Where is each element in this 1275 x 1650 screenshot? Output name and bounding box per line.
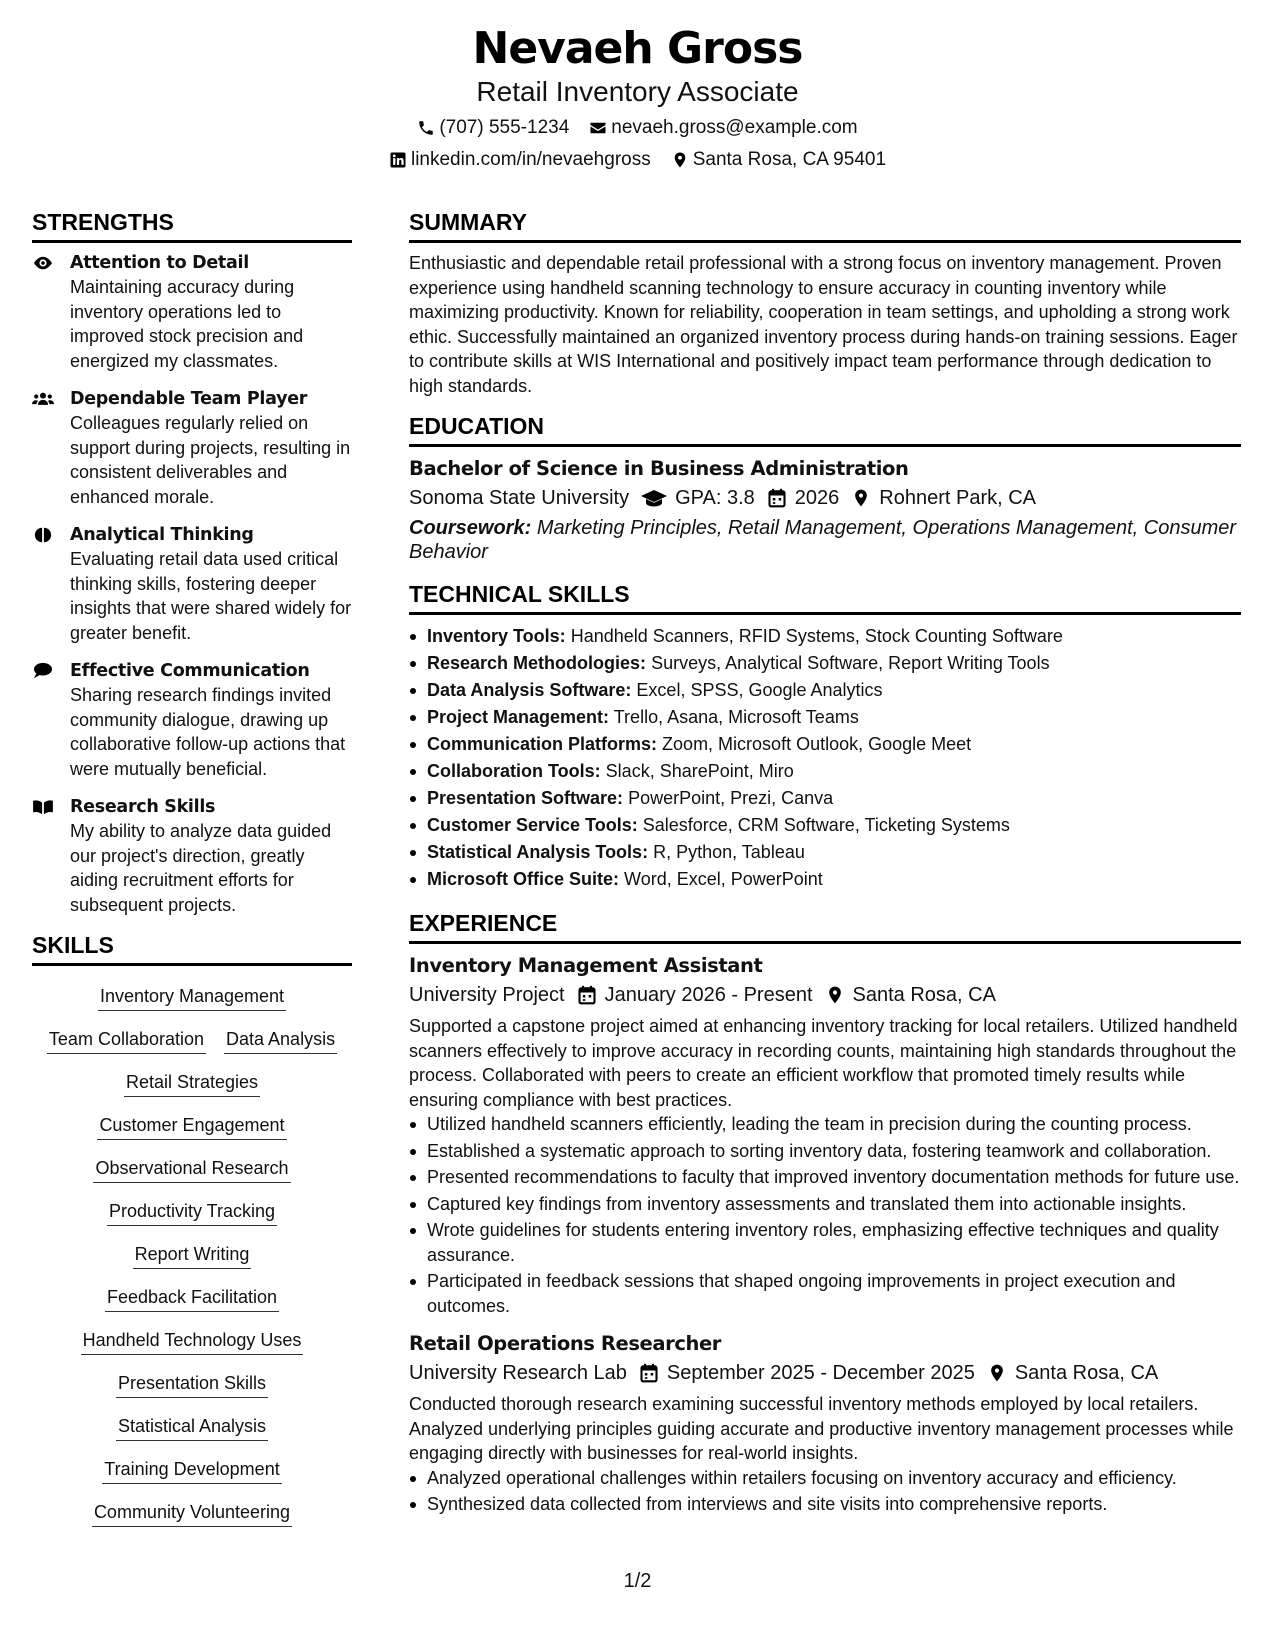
skill-tag: Retail Strategies: [124, 1068, 260, 1097]
strength-item: [32, 523, 352, 645]
tech-skill-value: Handheld Scanners, RFID Systems, Stock Counting Software: [570, 626, 1063, 646]
strength-title: Attention to Detail: [70, 253, 249, 273]
map-pin-icon: [851, 488, 871, 508]
calendar-icon: [767, 488, 787, 508]
skill-tag: Data Analysis: [224, 1025, 337, 1054]
strength-description: Maintaining accuracy during inventory operations led to improved stock precision and energized my classmates.: [70, 277, 304, 371]
linkedin-contact[interactable]: [389, 148, 651, 172]
skills-tag-list: [32, 974, 352, 1527]
list-item: [409, 623, 1241, 650]
strength-description: Sharing research findings invited community dialogue, drawing up collaborative follow-up actions that were mutually beneficial.: [70, 685, 346, 779]
skill-tag-wrapper: [32, 1412, 352, 1441]
right-column: [409, 208, 1241, 1529]
job-location-text: Santa Rosa, CA: [1014, 1362, 1159, 1384]
strength-description: My ability to analyze data guided our project's direction, greatly aiding recruitment efforts for subsequent projects.: [70, 821, 332, 915]
strength-title: Research Skills: [70, 797, 216, 817]
job-title: Retail Operations Researcher: [409, 1332, 722, 1355]
tech-skill-label: Presentation Software:: [427, 788, 624, 808]
location-text: Santa Rosa, CA 95401: [692, 149, 887, 170]
list-item: [409, 785, 1241, 812]
strength-item: [32, 659, 352, 781]
tech-skill-value: Slack, SharePoint, Miro: [605, 761, 794, 781]
tech-skill-value: PowerPoint, Prezi, Canva: [628, 788, 834, 808]
graduation-cap-icon: [641, 488, 667, 508]
gpa-item: [641, 483, 755, 513]
list-item: Established a systematic approach to sorting inventory data, fostering teamwork and collaboration.: [409, 1139, 1241, 1164]
phone-icon: [417, 119, 435, 137]
strength-title: Dependable Team Player: [70, 389, 308, 409]
coursework-list: Marketing Principles, Retail Management, Operations Management, Consumer Behavior: [409, 517, 1237, 563]
job-title: Inventory Management Assistant: [409, 954, 763, 977]
list-item: Analyzed operational challenges within retailers focusing on inventory accuracy and efficiency.: [409, 1466, 1241, 1491]
resume-header: [0, 22, 1275, 172]
skill-tag: Feedback Facilitation: [105, 1283, 279, 1312]
org-item: [409, 980, 565, 1010]
skill-tag: Productivity Tracking: [107, 1197, 277, 1226]
dates-item: [639, 1358, 975, 1388]
education-location-item: [851, 483, 1036, 513]
phone-contact[interactable]: [417, 116, 569, 140]
list-item: [409, 839, 1241, 866]
job-location-item: [825, 980, 996, 1010]
tech-skill-value: Word, Excel, PowerPoint: [624, 869, 823, 889]
job-bullets: [409, 1112, 1241, 1318]
job-description: Conducted thorough research examining successful inventory methods employed by local retailers. Analyzed underlying principles guiding accurate and productive inventory management processes while engaging directly with businesses for real-world insights.: [409, 1394, 1234, 1463]
coursework-label: Coursework:: [409, 517, 532, 539]
org-text: University Research Lab: [409, 1362, 627, 1384]
location-contact: [671, 148, 886, 172]
list-item: [409, 866, 1241, 893]
tech-skill-value: Trello, Asana, Microsoft Teams: [613, 707, 859, 727]
list-item: [409, 731, 1241, 758]
dates-item: [577, 980, 813, 1010]
job-location-item: [987, 1358, 1158, 1388]
list-item: Wrote guidelines for students entering inventory roles, emphasizing effective techniques and quality assurance.: [409, 1218, 1241, 1267]
left-column: [32, 208, 352, 1527]
skill-tag: Community Volunteering: [92, 1498, 292, 1527]
linkedin-text: linkedin.com/in/nevaehgross: [410, 149, 651, 170]
school-name: [409, 483, 629, 513]
skill-tag: Report Writing: [133, 1240, 252, 1269]
list-item: Participated in feedback sessions that shaped ongoing improvements in project execution and outcomes.: [409, 1269, 1241, 1318]
tech-skill-label: Customer Service Tools:: [427, 815, 638, 835]
coursework: [409, 516, 1241, 564]
users-icon: [32, 390, 54, 408]
org-item: [409, 1358, 627, 1388]
technical-skills-heading: TECHNICAL SKILLS: [409, 580, 1241, 615]
skill-tag-wrapper: [32, 1068, 352, 1097]
gpa-text: GPA: 3.8: [675, 487, 755, 509]
phone-text: (707) 555-1234: [439, 117, 570, 138]
skill-tag-wrapper: [32, 1197, 352, 1226]
calendar-icon: [639, 1363, 659, 1383]
tech-skill-label: Communication Platforms:: [427, 734, 658, 754]
dates-text: September 2025 - December 2025: [666, 1362, 975, 1384]
strengths-heading: STRENGTHS: [32, 208, 352, 243]
page-number: 1/2: [623, 1570, 652, 1592]
linkedin-icon: [389, 151, 407, 169]
tech-skill-label: Statistical Analysis Tools:: [427, 842, 649, 862]
tech-skill-label: Project Management:: [427, 707, 610, 727]
education-meta: [409, 483, 1241, 513]
job-description: Supported a capstone project aimed at enhancing inventory tracking for local retailers. Utilized handheld scanners effectively to improve accuracy in recording counts, maintaining high standards throughout the process. Collaborated with peers to create an efficient workflow that promoted timely results while ensuring compliance with best practices.: [409, 1016, 1238, 1110]
org-text: University Project: [409, 984, 565, 1006]
skill-tag-wrapper: [32, 1154, 352, 1183]
strength-title: Analytical Thinking: [70, 525, 254, 545]
strength-item: [32, 387, 352, 509]
skill-tag: Statistical Analysis: [116, 1412, 268, 1441]
list-item: [409, 650, 1241, 677]
skill-tag: Observational Research: [93, 1154, 290, 1183]
skill-tag-wrapper: [32, 1369, 352, 1398]
technical-skills-list: [409, 623, 1241, 893]
education-location-text: Rohnert Park, CA: [879, 487, 1037, 509]
strength-title: Effective Communication: [70, 661, 310, 681]
tech-skill-label: Inventory Tools:: [427, 626, 566, 646]
school-text: Sonoma State University: [409, 487, 630, 509]
candidate-title: Retail Inventory Associate: [476, 76, 799, 107]
candidate-name: Nevaeh Gross: [472, 23, 803, 74]
map-pin-icon: [825, 985, 845, 1005]
tech-skill-value: Surveys, Analytical Software, Report Writing Tools: [651, 653, 1050, 673]
brain-icon: [32, 526, 54, 544]
strength-description: Evaluating retail data used critical thinking skills, fostering deeper insights that were shared widely for greater benefit.: [70, 549, 352, 643]
experience-heading: EXPERIENCE: [409, 909, 1241, 944]
book-icon: [32, 798, 54, 816]
tech-skill-value: Excel, SPSS, Google Analytics: [636, 680, 883, 700]
skill-tag: Handheld Technology Uses: [81, 1326, 304, 1355]
map-pin-icon: [987, 1363, 1007, 1383]
tech-skill-label: Microsoft Office Suite:: [427, 869, 620, 889]
skill-tag-wrapper: [32, 1240, 352, 1269]
map-pin-icon: [671, 151, 689, 169]
skill-tag: Inventory Management: [98, 982, 286, 1011]
skill-tag: Customer Engagement: [97, 1111, 286, 1140]
experience-entry: [409, 1330, 1241, 1517]
strength-item: [32, 251, 352, 373]
skill-tag-wrapper: [32, 1283, 352, 1312]
list-item: [409, 812, 1241, 839]
skill-tag: Presentation Skills: [116, 1369, 268, 1398]
list-item: Captured key findings from inventory assessments and translated them into actionable insights.: [409, 1192, 1241, 1217]
job-meta: [409, 1358, 1241, 1388]
email-contact[interactable]: [589, 116, 857, 140]
job-location-text: Santa Rosa, CA: [852, 984, 996, 1006]
calendar-icon: [577, 985, 597, 1005]
comment-icon: [32, 662, 54, 680]
tech-skill-value: R, Python, Tableau: [653, 842, 805, 862]
skill-tag-wrapper: [32, 1498, 352, 1527]
list-item: Presented recommendations to faculty that improved inventory documentation methods for future use.: [409, 1165, 1241, 1190]
list-item: [409, 704, 1241, 731]
tech-skill-label: Collaboration Tools:: [427, 761, 601, 781]
eye-icon: [32, 254, 54, 272]
strength-item: [32, 795, 352, 917]
skills-heading: SKILLS: [32, 931, 352, 966]
tech-skill-value: Zoom, Microsoft Outlook, Google Meet: [662, 734, 972, 754]
summary-text: Enthusiastic and dependable retail professional with a strong focus on inventory management. Proven experience using handheld scanning technology to ensure accuracy in counting inventory while maximizing productivity. Known for reliability, cooperation in team settings, and upholding a strong work ethic. Successfully maintained an organized inventory process during hands-on training sessions. Eager to contribute skills at WIS International and positively impact team performance through dedication to high standards.: [409, 253, 1238, 396]
tech-skill-label: Data Analysis Software:: [427, 680, 632, 700]
skill-tag: Training Development: [102, 1455, 281, 1484]
summary-heading: SUMMARY: [409, 208, 1241, 243]
skill-tag-wrapper: [32, 1111, 352, 1140]
skill-tag: Team Collaboration: [47, 1025, 206, 1054]
degree-title: Bachelor of Science in Business Administration: [409, 457, 909, 480]
contact-row-1: [0, 116, 1275, 140]
envelope-icon: [589, 119, 607, 137]
skill-tag-wrapper: [32, 1326, 352, 1355]
list-item: Synthesized data collected from interviews and site visits into comprehensive reports.: [409, 1492, 1241, 1517]
job-meta: [409, 980, 1241, 1010]
list-item: [409, 758, 1241, 785]
dates-text: January 2026 - Present: [604, 984, 813, 1006]
strength-description: Colleagues regularly relied on support during projects, resulting in consistent deliverables and enhanced morale.: [70, 413, 351, 507]
list-item: Utilized handheld scanners efficiently, leading the team in precision during the counting process.: [409, 1112, 1241, 1137]
job-bullets: [409, 1466, 1241, 1517]
tech-skill-label: Research Methodologies:: [427, 653, 647, 673]
email-text: nevaeh.gross@example.com: [611, 117, 858, 138]
tech-skill-value: Salesforce, CRM Software, Ticketing Systems: [642, 815, 1010, 835]
education-heading: EDUCATION: [409, 412, 1241, 447]
skill-tag-wrapper: [32, 1455, 352, 1484]
experience-entry: [409, 952, 1241, 1318]
year-item: [767, 483, 840, 513]
contact-row-2: [0, 148, 1275, 172]
year-text: 2026: [794, 487, 840, 509]
list-item: [409, 677, 1241, 704]
